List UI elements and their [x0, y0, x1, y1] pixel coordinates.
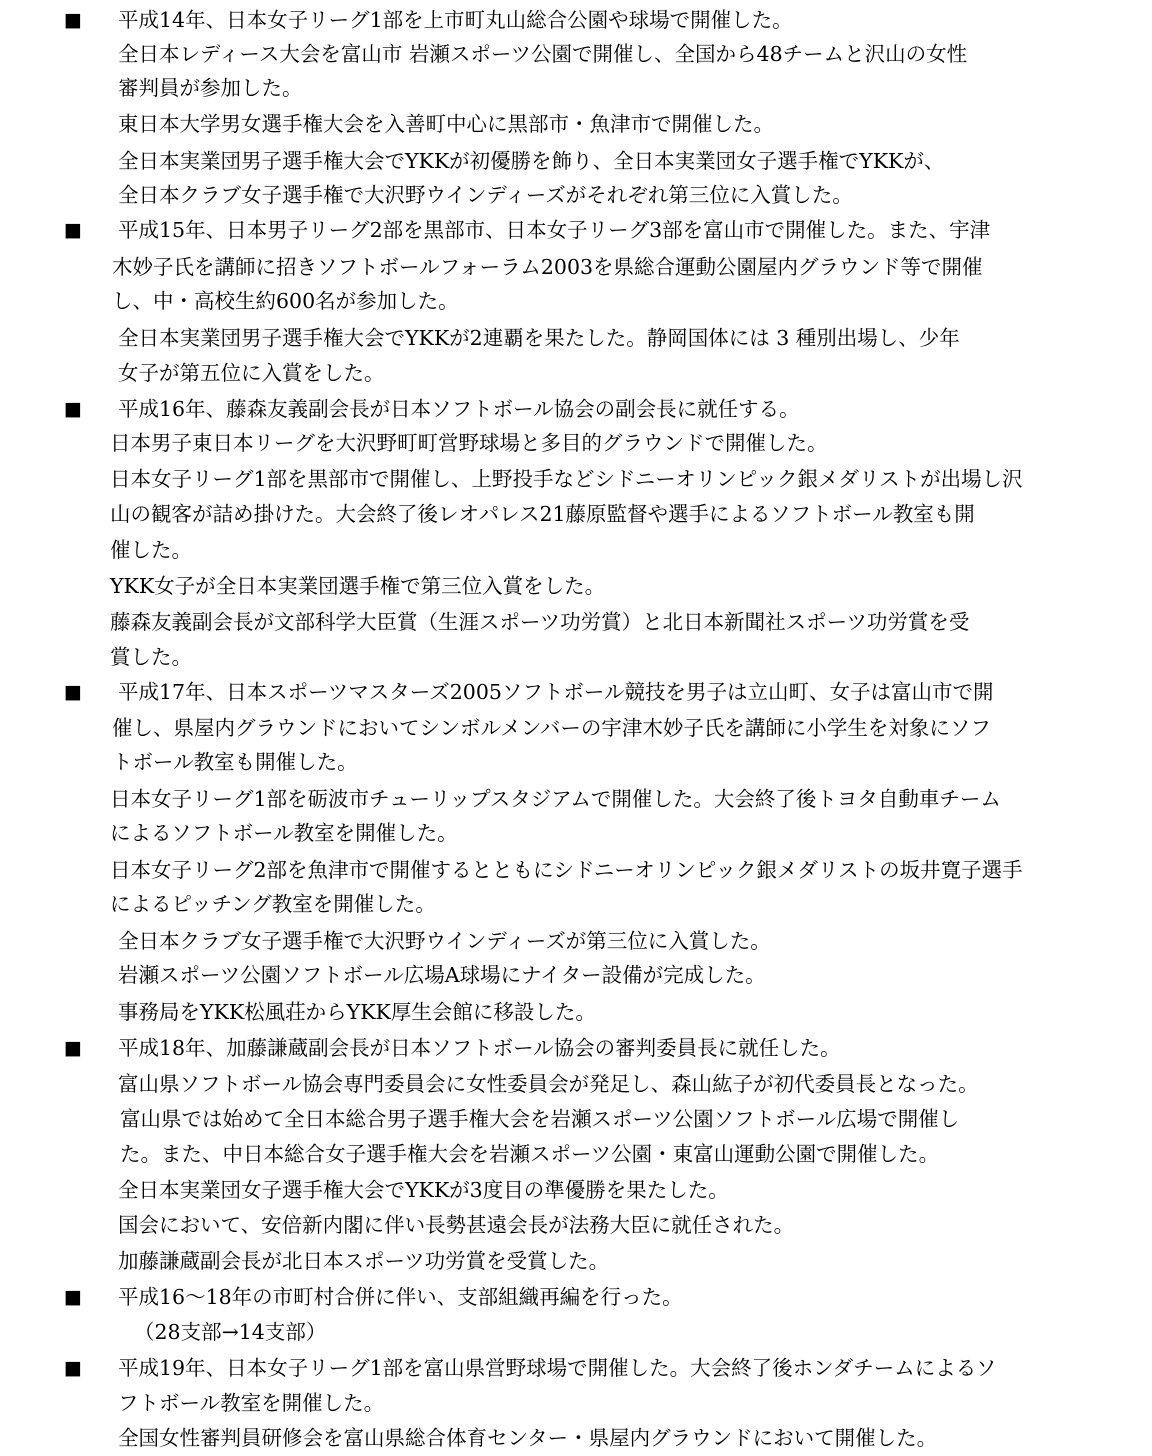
text-line: 事務局をYKK松風荘からYKK厚生会館に移設した。 [118, 1000, 596, 1024]
text-line: 平成14年、日本女子リーグ1部を上市町丸山総合公園や球場で開催した。 [118, 8, 793, 32]
text-line: 女子が第五位に入賞をした。 [118, 361, 385, 385]
text-line: 催し、県屋内グラウンドにおいてシンボルメンバーの宇津木妙子氏を講師に小学生を対象にソフ [112, 716, 991, 740]
text-line: 国会において、安倍新内閣に伴い長勢甚遠会長が法務大臣に就任された。 [118, 1213, 795, 1237]
bullet-marker: ■ [64, 1037, 82, 1059]
text-line: 加藤謙蔵副会長が北日本スポーツ功労賞を受賞した。 [118, 1249, 610, 1273]
text-line: 藤森友義副会長が文部科学大臣賞（生涯スポーツ功労賞）と北日本新聞社スポーツ功労賞を受 [110, 610, 970, 634]
text-line: 日本女子リーグ2部を魚津市で開催するとともにシドニーオリンピック銀メダリストの坂井寛子選手 [110, 858, 1023, 882]
text-line: によるソフトボール教室を開催した。 [110, 821, 458, 845]
text-line: 岩瀬スポーツ公園ソフトボール広場A球場にナイター設備が完成した。 [118, 963, 766, 987]
bullet-marker: ■ [64, 681, 82, 703]
text-line: 山の観客が詰め掛けた。大会終了後レオパレス21藤原監督や選手によるソフトボール教室も開 [110, 502, 975, 526]
text-line: によるピッチング教室を開催した。 [110, 892, 436, 916]
text-line: 日本女子リーグ1部を黒部市で開催し、上野投手などシドニーオリンピック銀メダリストが出場し沢 [110, 467, 1023, 491]
text-line: 東日本大学男女選手権大会を入善町中心に黒部市・魚津市で開催した。 [118, 112, 774, 136]
text-line: 日本男子東日本リーグを大沢野町町営野球場と多目的グラウンドで開催した。 [110, 431, 828, 455]
bullet-marker: ■ [64, 1357, 82, 1379]
text-line: YKK女子が全日本実業団選手権で第三位入賞をした。 [110, 574, 606, 598]
text-line: フトボール教室を開催した。 [118, 1391, 385, 1415]
text-line: 日本女子リーグ1部を砺波市チューリップスタジアムで開催した。大会終了後トヨタ自動車チーム [110, 787, 1001, 811]
bullet-marker: ■ [64, 219, 82, 241]
text-line: 賞した。 [110, 645, 192, 669]
bullet-marker: ■ [64, 1286, 82, 1308]
text-line: し、中・高校生約600名が参加した。 [112, 289, 459, 313]
text-line: トボール教室も開催した。 [112, 750, 358, 774]
text-line: 平成15年、日本男子リーグ2部を黒部市、日本女子リーグ3部を富山市で開催した。また、宇津 [118, 218, 991, 242]
text-line: 富山県では始めて全日本総合男子選手権大会を岩瀬スポーツ公園ソフトボール広場で開催し [120, 1107, 960, 1131]
text-line: 全日本実業団男子選手権大会でYKKが2連覇を果たした。静岡国体には 3 種別出場し、少年 [118, 326, 960, 350]
text-line: 平成18年、加藤謙蔵副会長が日本ソフトボール協会の審判委員長に就任した。 [118, 1036, 841, 1060]
text-line: 平成16～18年の市町村合併に伴い、支部組織再編を行った。 [118, 1285, 683, 1309]
text-line: 全日本クラブ女子選手権で大沢野ウインディーズがそれぞれ第三位に入賞した。 [118, 183, 853, 207]
text-line: 全日本実業団女子選手権大会でYKKが3度目の準優勝を果たした。 [118, 1178, 729, 1202]
text-line: 木妙子氏を講師に招きソフトボールフォーラム2003を県総合運動公園屋内グラウンド等で開催 [112, 255, 983, 279]
bullet-marker: ■ [64, 398, 82, 420]
text-line: た。また、中日本総合女子選手権大会を岩瀬スポーツ公園・東富山運動公園で開催した。 [120, 1142, 940, 1166]
text-line: （28支部→14支部） [134, 1320, 327, 1344]
text-line: 全日本実業団男子選手権大会でYKKが初優勝を飾り、全日本実業団女子選手権でYKKが、 [118, 149, 945, 173]
text-line: 審判員が参加した。 [118, 76, 303, 100]
text-line: 平成19年、日本女子リーグ1部を富山県営野球場で開催した。大会終了後ホンダチームによるソ [118, 1356, 997, 1380]
text-line: 全日本クラブ女子選手権で大沢野ウインディーズが第三位に入賞した。 [118, 929, 771, 953]
text-line: 催した。 [110, 538, 192, 562]
text-line: 平成17年、日本スポーツマスターズ2005ソフトボール競技を男子は立山町、女子は富山市で開 [118, 680, 994, 704]
bullet-marker: ■ [64, 9, 82, 31]
text-line: 全国女性審判員研修会を富山県総合体育センター・県屋内グラウンドにおいて開催した。 [118, 1426, 938, 1450]
text-line: 平成16年、藤森友義副会長が日本ソフトボール協会の副会長に就任する。 [118, 397, 800, 421]
text-line: 富山県ソフトボール協会専門委員会に女性委員会が発足し、森山紘子が初代委員長となった。 [118, 1072, 979, 1096]
text-line: 全日本レディース大会を富山市 岩瀬スポーツ公園で開催し、全国から48チームと沢山の女性 [118, 42, 968, 66]
